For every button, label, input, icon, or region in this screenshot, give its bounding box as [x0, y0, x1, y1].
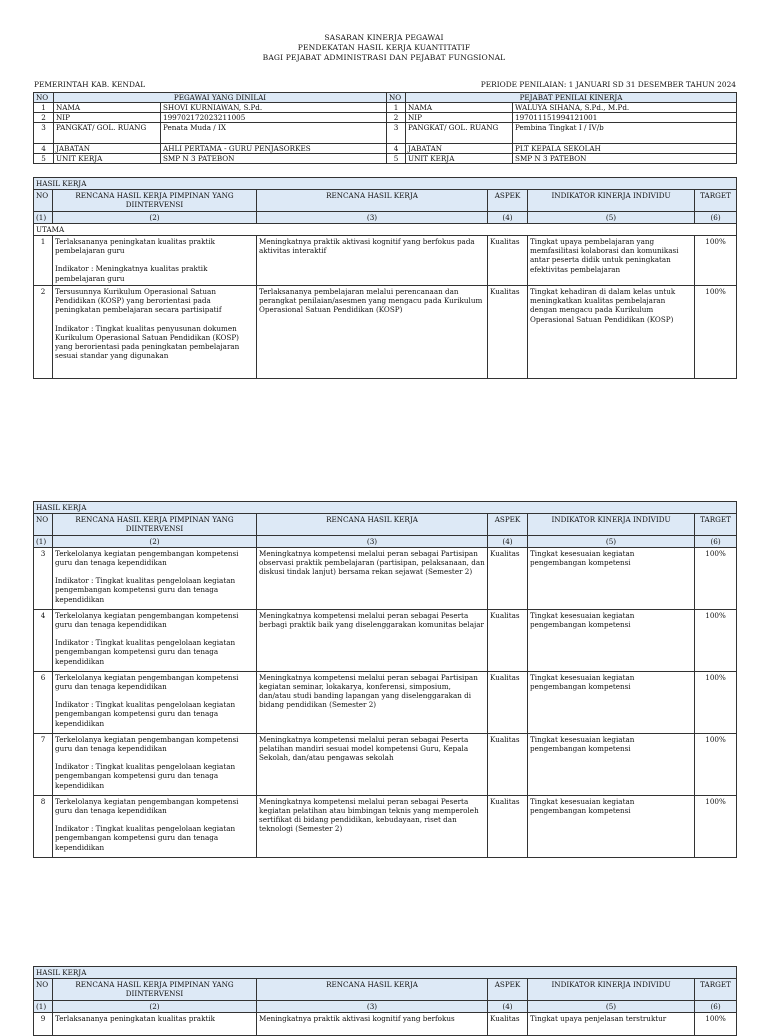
identity-no: 2 — [387, 113, 406, 123]
table-row — [34, 795, 737, 857]
pimpinan-indikator: Indikator : Meningkatnya kualitas praktik pembelajaran guru — [55, 264, 208, 283]
row-pimpinan — [53, 236, 257, 286]
col-number: (5) — [528, 1000, 695, 1012]
col-number: (5) — [528, 211, 695, 223]
pimpinan-indikator: Indikator : Tingkat kualitas pengelolaan kegiatan pengembangan kompetensi guru dan tenaga kependidikan — [55, 762, 236, 790]
col-aspek: ASPEK — [488, 190, 528, 211]
col-number: (6) — [695, 1000, 737, 1012]
pimpinan-text: Terkelolanya kegiatan pengembangan kompetensi guru dan tenaga kependidikan — [55, 610, 239, 630]
identity-label: PANGKAT/ GOL. RUANG — [54, 123, 161, 144]
row-target: 100% — [695, 547, 737, 609]
identity-label: UNIT KERJA — [406, 154, 513, 164]
row-indikator: Tingkat kesesuaian kegiatan pengembangan kompetensi — [528, 609, 695, 671]
identity-label: JABATAN — [54, 144, 161, 154]
row-aspek: Kualitas — [488, 286, 528, 379]
col-number: (4) — [488, 211, 528, 223]
row-no: 8 — [34, 795, 53, 857]
row-target: 100% — [695, 795, 737, 857]
row-indikator: Tingkat upaya penjelasan terstruktur — [528, 1012, 695, 1035]
row-rencana: Meningkatnya praktik aktivasi kognitif yang berfokus pada aktivitas interaktif — [257, 236, 488, 286]
penilai-title: PEJABAT PENILAI KINERJA — [406, 93, 737, 103]
row-aspek: Kualitas — [488, 795, 528, 857]
table-row — [34, 733, 737, 795]
row-rencana: Meningkatnya kompetensi melalui peran sebagai Partisipan observasi praktik pembelajaran (partisipan, pelaksanaan, dan diskusi tindak lanjut) bersama rekan sejawat (Semester 2) — [257, 547, 488, 609]
row-target: 100% — [695, 1012, 737, 1035]
row-rencana: Meningkatnya kompetensi melalui peran sebagai Peserta kegiatan pelatihan atau bimbingan teknis yang memperoleh sertifikat di bidang pendidikan, kebudayaan, riset dan teknologi (Semester 2) — [257, 795, 488, 857]
pegawai-value: Penata Muda / IX — [161, 123, 387, 144]
col-pimpinan: RENCANA HASIL KERJA PIMPINAN YANG DIINTERVENSI — [53, 190, 257, 211]
identity-label: UNIT KERJA — [54, 154, 161, 164]
row-pimpinan — [53, 547, 257, 609]
col-aspek: ASPEK — [488, 514, 528, 535]
utama-label: UTAMA — [34, 223, 737, 235]
identity-no: 3 — [34, 123, 54, 144]
col-no: NO — [34, 979, 53, 1000]
pegawai-title: PEGAWAI YANG DINILAI — [54, 93, 387, 103]
row-no: 1 — [34, 236, 53, 286]
table-row — [34, 236, 737, 286]
pimpinan-indikator: Indikator : Tingkat kualitas pengelolaan kegiatan pengembangan kompetensi guru dan tenaga kependidikan — [55, 638, 236, 666]
identity-no: 4 — [387, 144, 406, 154]
table-row — [34, 286, 737, 379]
penilai-value: SMP N 3 PATEBON — [513, 154, 737, 164]
penilai-value: Pembina Tingkat I / IV/b — [513, 123, 737, 144]
work-table-1 — [33, 177, 737, 379]
pimpinan-indikator: Indikator : Tingkat kualitas pengelolaan kegiatan pengembangan kompetensi guru dan tenaga kependidikan — [55, 576, 236, 604]
col-number: (6) — [695, 211, 737, 223]
col-target: TARGET — [695, 190, 737, 211]
row-aspek: Kualitas — [488, 733, 528, 795]
identity-no-header-2: NO — [387, 93, 406, 103]
row-aspek: Kualitas — [488, 609, 528, 671]
identity-table — [33, 92, 737, 164]
section-title: HASIL KERJA — [34, 967, 737, 979]
col-rencana: RENCANA HASIL KERJA — [257, 514, 488, 535]
identity-no: 1 — [387, 103, 406, 113]
col-no: NO — [34, 514, 53, 535]
row-target: 100% — [695, 671, 737, 733]
work-table-3 — [33, 966, 737, 1036]
col-indikator: INDIKATOR KINERJA INDIVIDU — [528, 190, 695, 211]
table-row — [34, 671, 737, 733]
row-rencana: Terlaksananya pembelajaran melalui perencanaan dan perangkat penilaian/asesmen yang mengacu pada Kurikulum Operasional Satuan Pendidikan (KOSP) — [257, 286, 488, 379]
table-row — [34, 609, 737, 671]
col-number: (1) — [34, 1000, 53, 1012]
row-target: 100% — [695, 236, 737, 286]
identity-no: 2 — [34, 113, 54, 123]
col-aspek: ASPEK — [488, 979, 528, 1000]
identity-label: NIP — [54, 113, 161, 123]
table-row — [34, 547, 737, 609]
col-number: (3) — [257, 535, 488, 547]
row-indikator: Tingkat kesesuaian kegiatan pengembangan kompetensi — [528, 671, 695, 733]
pimpinan-text: Terkelolanya kegiatan pengembangan kompetensi guru dan tenaga kependidikan — [55, 672, 239, 692]
row-indikator: Tingkat upaya pembelajaran yang memfasilitasi kolaborasi dan komunikasi antar peserta didik untuk peningkatan efektivitas pembelajaran — [528, 236, 695, 286]
row-aspek: Kualitas — [488, 671, 528, 733]
row-pimpinan — [53, 671, 257, 733]
pimpinan-text: Terkelolanya kegiatan pengembangan kompetensi guru dan tenaga kependidikan — [55, 548, 239, 568]
row-aspek: Kualitas — [488, 547, 528, 609]
identity-label: JABATAN — [406, 144, 513, 154]
row-no: 2 — [34, 286, 53, 379]
pegawai-value: 199702172023211005 — [161, 113, 387, 123]
row-no: 3 — [34, 547, 53, 609]
identity-label: NAMA — [54, 103, 161, 113]
periode: PERIODE PENILAIAN: 1 JANUARI SD 31 DESEMBER TAHUN 2024 — [480, 80, 736, 89]
row-rencana: Meningkatnya kompetensi melalui peran sebagai Peserta berbagi praktik baik yang diselenggarakan komunitas belajar — [257, 609, 488, 671]
col-target: TARGET — [695, 979, 737, 1000]
pimpinan-text: Tersusunnya Kurikulum Operasional Satuan Pendidikan (KOSP) yang berorientasi pada peningkatan pembelajaran secara partisipatif — [55, 287, 222, 315]
pimpinan-text: Terkelolanya kegiatan pengembangan kompetensi guru dan tenaga kependidikan — [55, 796, 239, 816]
row-no: 6 — [34, 671, 53, 733]
identity-no: 4 — [34, 144, 54, 154]
col-number: (3) — [257, 1000, 488, 1012]
row-target: 100% — [695, 286, 737, 379]
row-indikator: Tingkat kesesuaian kegiatan pengembangan kompetensi — [528, 547, 695, 609]
penilai-value: WALUYA SIHANA, S.Pd., M.Pd. — [513, 103, 737, 113]
col-number: (6) — [695, 535, 737, 547]
col-pimpinan: RENCANA HASIL KERJA PIMPINAN YANG DIINTERVENSI — [53, 979, 257, 1000]
pegawai-value: AHLI PERTAMA - GURU PENJASORKES — [161, 144, 387, 154]
row-aspek: Kualitas — [488, 1012, 528, 1035]
pimpinan-indikator: Indikator : Tingkat kualitas pengelolaan kegiatan pengembangan kompetensi guru dan tenaga kependidikan — [55, 700, 236, 728]
identity-no-header: NO — [34, 93, 54, 103]
pimpinan-indikator: Indikator : Tingkat kualitas penyusunan dokumen Kurikulum Operasional Satuan Pendidikan (KOSP) yang berorientasi pada peningkatan pembelajaran sesuai standar yang digunakan — [55, 323, 240, 361]
pimpinan-text: Terkelolanya kegiatan pengembangan kompetensi guru dan tenaga kependidikan — [55, 734, 239, 754]
pimpinan-text: Terlaksananya peningkatan kualitas praktik pembelajaran guru — [55, 237, 215, 256]
col-target: TARGET — [695, 514, 737, 535]
instansi: PEMERINTAH KAB. KENDAL — [34, 80, 146, 89]
row-rencana: Meningkatnya kompetensi melalui peran sebagai Partisipan kegiatan seminar, lokakarya, konferensi, simposium, dan/atau studi banding lapangan yang diselenggarakan di bidang pendidikan (Semester 2) — [257, 671, 488, 733]
row-indikator: Tingkat kesesuaian kegiatan pengembangan kompetensi — [528, 795, 695, 857]
row-indikator: Tingkat kehadiran di dalam kelas untuk meningkatkan kualitas pembelajaran dengan mengacu pada Kurikulum Operasional Satuan Pendidikan (KOSP) — [528, 286, 695, 379]
col-number: (1) — [34, 535, 53, 547]
col-rencana: RENCANA HASIL KERJA — [257, 190, 488, 211]
identity-no: 1 — [34, 103, 54, 113]
col-no: NO — [34, 190, 53, 211]
penilai-value: 197011151994121001 — [513, 113, 737, 123]
identity-label: PANGKAT/ GOL. RUANG — [406, 123, 513, 144]
col-number: (2) — [53, 211, 257, 223]
row-no: 4 — [34, 609, 53, 671]
col-number: (3) — [257, 211, 488, 223]
identity-no: 5 — [34, 154, 54, 164]
doc-subtitle-2: BAGI PEJABAT ADMINISTRASI DAN PEJABAT FUNGSIONAL — [262, 53, 506, 62]
col-number: (2) — [53, 535, 257, 547]
row-pimpinan — [53, 609, 257, 671]
penilai-value: PLT KEPALA SEKOLAH — [513, 144, 737, 154]
col-indikator: INDIKATOR KINERJA INDIVIDU — [528, 514, 695, 535]
identity-no: 5 — [387, 154, 406, 164]
section-title: HASIL KERJA — [34, 502, 737, 514]
col-number: (1) — [34, 211, 53, 223]
col-rencana: RENCANA HASIL KERJA — [257, 979, 488, 1000]
col-number: (4) — [488, 535, 528, 547]
section-title: HASIL KERJA — [34, 178, 737, 190]
pimpinan-indikator: Indikator : Tingkat kualitas pengelolaan kegiatan pengembangan kompetensi guru dan tenaga kependidikan — [55, 824, 236, 852]
row-pimpinan — [53, 286, 257, 379]
row-rencana: Meningkatnya kompetensi melalui peran sebagai Peserta pelatihan mandiri sesuai model kompetensi Guru, Kepala Sekolah, dan/atau pengawas sekolah — [257, 733, 488, 795]
work-table-2 — [33, 501, 737, 858]
row-no: 7 — [34, 733, 53, 795]
identity-label: NIP — [406, 113, 513, 123]
identity-label: NAMA — [406, 103, 513, 113]
row-rencana: Meningkatnya praktik aktivasi kognitif yang berfokus — [257, 1012, 488, 1035]
row-aspek: Kualitas — [488, 236, 528, 286]
doc-subtitle: PENDEKATAN HASIL KERJA KUANTITATIF — [297, 43, 471, 52]
identity-no: 3 — [387, 123, 406, 144]
row-indikator: Tingkat kesesuaian kegiatan pengembangan kompetensi — [528, 733, 695, 795]
row-target: 100% — [695, 733, 737, 795]
pegawai-value: SMP N 3 PATEBON — [161, 154, 387, 164]
col-number: (2) — [53, 1000, 257, 1012]
col-number: (5) — [528, 535, 695, 547]
row-target: 100% — [695, 609, 737, 671]
col-indikator: INDIKATOR KINERJA INDIVIDU — [528, 979, 695, 1000]
row-pimpinan: Terlaksananya peningkatan kualitas praktik — [53, 1012, 257, 1035]
row-no: 9 — [34, 1012, 53, 1035]
col-number: (4) — [488, 1000, 528, 1012]
doc-title: SASARAN KINERJA PEGAWAI — [324, 33, 444, 42]
row-pimpinan — [53, 795, 257, 857]
row-pimpinan — [53, 733, 257, 795]
col-pimpinan: RENCANA HASIL KERJA PIMPINAN YANG DIINTERVENSI — [53, 514, 257, 535]
pegawai-value: SHOVI KURNIAWAN, S.Pd. — [161, 103, 387, 113]
